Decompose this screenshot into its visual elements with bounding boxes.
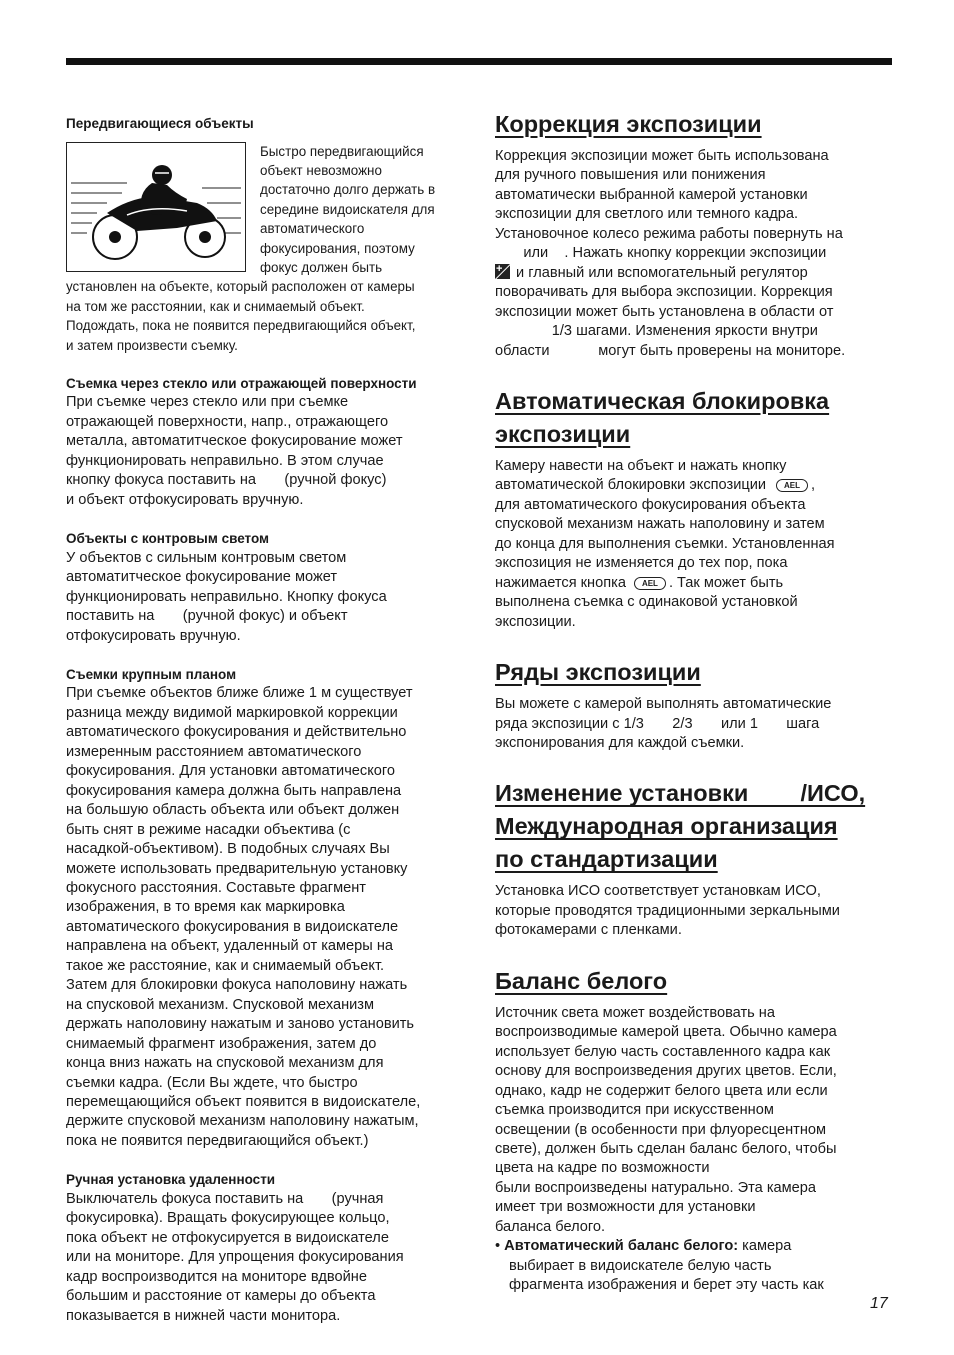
text-line: пока объект не отфокусируется в видоискателе: [66, 1229, 389, 1246]
heading-exposure-bracketing: Ряды экспозиции: [495, 659, 701, 686]
section-title-backlight: Объекты с контровым светом: [66, 531, 270, 547]
glass-text-line: металла, автоматитческое фокусирование может: [66, 433, 403, 450]
heading-line: по стандартизации: [495, 846, 718, 873]
text-line: можете использовать предварительную установку: [66, 860, 408, 877]
text-line: направлена на объект, удаленный от камеры на: [66, 938, 394, 955]
text-line: фокусировка). Вращать фокусирующее кольцо,: [66, 1210, 390, 1227]
text-line: разница между видимой маркировкой коррекции: [66, 704, 398, 721]
moving-text-line: объект невозможно: [260, 162, 382, 178]
bullet-auto-white-balance: • Автоматический баланс белого: камера: [495, 1238, 792, 1255]
bullet-label: Автоматический баланс белого:: [504, 1238, 739, 1255]
glass-text-line: При съемке через стекло или при съемке: [66, 394, 349, 411]
text-line: или . Нажать кнопку коррекции экспозиции: [495, 245, 827, 262]
exposure-compensation-icon: [495, 264, 510, 279]
text-line: Камеру навести на объект и нажать кнопку: [495, 457, 787, 474]
ael-button-icon: AEL: [634, 577, 666, 590]
text-line: до конца для выполнения съемки. Установленная: [495, 535, 835, 552]
top-rule: [66, 58, 892, 65]
text-line: области могут быть проверены на мониторе.: [495, 342, 846, 359]
text-line: Затем для блокировки фокуса наполовину нажать: [66, 977, 408, 994]
heading-line: экспозиции: [495, 420, 631, 447]
text-line: фотокамерами с пленками.: [495, 922, 682, 939]
heading-iso-setting: [495, 777, 891, 876]
glass-text-line: отражающей поверхности, напр., отражающего: [66, 413, 389, 430]
text-line: держите спусковой механизм наполовину нажатым,: [66, 1113, 419, 1130]
text-line: на большую область объекта или объект должен: [66, 802, 400, 819]
text-span: . Так может быть: [668, 574, 784, 591]
text-line: для ручного повышения или понижения: [495, 167, 766, 184]
text-line: спусковой механизм нажать наполовину и затем: [495, 516, 825, 533]
text-line: экспонирования для каждой съемки.: [495, 734, 745, 751]
heading-line: Изменение установки /ИСО,: [495, 780, 866, 807]
moving-text-line: фокус должен быть: [260, 259, 383, 275]
glass-text-line: и объект отфокусировать вручную.: [66, 491, 304, 508]
text-line: воспроизводимые камерой цвета. Обычно камера: [495, 1024, 837, 1041]
glass-text-line: кнопку фокуса поставить на (ручной фокус): [66, 472, 387, 489]
text-line: однако, кадр не содержит белого цвета или если: [495, 1082, 828, 1099]
text-line: выбирает в видоискателе белую часть: [509, 1257, 772, 1274]
text-line: измеренным расстоянием автоматического: [66, 743, 362, 760]
backlight-text-line: поставить на (ручной фокус) и объект: [66, 608, 348, 625]
heading-exposure-correction: Коррекция экспозиции: [495, 111, 762, 137]
text-line: использует белую часть составленного кадра как: [495, 1043, 831, 1060]
text-line: на спусковой механизм. Спусковой механизм: [66, 996, 375, 1013]
text-line: были воспроизведены натурально. Эта камера: [495, 1179, 817, 1196]
text-line: свете), должен быть сделан баланс белого, чтобы: [495, 1140, 837, 1157]
text-line: фрагмента изображения и берет эту часть как: [509, 1277, 824, 1294]
moving-text-line: Быстро передвигающийся: [260, 143, 424, 159]
backlight-text-line: автоматитческое фокусирование может: [66, 569, 338, 586]
text-line: При съемке объектов ближе ближе 1 м существует: [66, 685, 413, 702]
text-line: Выключатель фокуса поставить на (ручная: [66, 1190, 384, 1207]
text-line: перемещающийся объект появится в видоискателе,: [66, 1093, 421, 1110]
section-title-glass: Съемка через стекло или отражающей поверхности: [66, 375, 417, 391]
moving-text-line: на том же расстоянии, как и снимаемый объект.: [66, 298, 365, 314]
text-line: пока не появится передвигающийся объект.): [66, 1132, 369, 1149]
glass-text-line: функционировать неправильно. В этом случае: [66, 452, 384, 469]
heading-line: Автоматическая блокировка: [495, 387, 830, 414]
backlight-text-line: У объектов с сильным контровым светом: [66, 549, 347, 566]
section-title-manual-distance: Ручная установка удаленности: [66, 1172, 276, 1188]
text-line: [495, 264, 891, 283]
text-span: нажимается кнопка: [495, 574, 626, 591]
text-span: камера: [742, 1238, 792, 1255]
text-line: конца вниз нажать на спусковой механизм для: [66, 1055, 384, 1072]
text-line: Установка ИСО соответствует установкам ИСО,: [495, 883, 821, 900]
text-line: такое же расстояние, как и снимаемый объект.: [66, 957, 385, 974]
text-line: экспозиция не изменяется до тех пор, пока: [495, 555, 788, 572]
text-line: для автоматического фокусирования объекта: [495, 496, 806, 513]
heading-line: Международная организация: [495, 813, 838, 840]
text-line: Источник света может воздействовать на: [495, 1004, 775, 1021]
text-line: 1/3 шагами. Изменения яркости внутри: [495, 323, 818, 340]
section-title-closeup: Съемки крупным планом: [66, 666, 237, 682]
text-line: или на мониторе. Для упрощения фокусирования: [66, 1249, 404, 1266]
right-column: [495, 108, 891, 1296]
page-number: 17: [870, 1295, 888, 1312]
moving-text-line: Подождать, пока не появится передвигающийся объект,: [66, 318, 416, 334]
text-line: ряда экспозиции с 1/3 2/3 или 1 шага: [495, 715, 820, 732]
text-line: экспозиции для светлого или темного кадра.: [495, 206, 799, 223]
text-line: Вы можете с камерой выполнять автоматические: [495, 696, 832, 713]
left-column: [66, 114, 464, 1326]
heading-auto-exposure-lock: [495, 385, 891, 451]
text-line: фокусного расстояния. Составьте фрагмент: [66, 879, 366, 896]
motorcycle-rider-icon: [66, 142, 246, 272]
closeup-text: [66, 684, 464, 1151]
ael-button-icon: AEL: [776, 479, 808, 492]
text-line: поворачивать для выбора экспозиции. Коррекция: [495, 284, 833, 301]
text-line: изображения, в то время как маркировка: [66, 899, 345, 916]
text-line: снимаемый фрагмент изображения, затем до: [66, 1035, 377, 1052]
text-line: цвета на кадре по возможности: [495, 1160, 710, 1177]
text-line: экспозиции.: [495, 613, 576, 630]
moving-text-line: достаточно долго держать в: [260, 182, 436, 198]
text-line: быть снят в режиме насадки объектива (с: [66, 821, 351, 838]
exposure-bracketing-text: [495, 695, 891, 753]
text-line: кадр воспроизводится на мониторе вдвойне: [66, 1268, 367, 1285]
text-line: автоматического фокусирования и действительно: [66, 724, 407, 741]
text-line: большим и расстояние от камеры до объекта: [66, 1288, 376, 1305]
exposure-correction-text: [495, 147, 891, 361]
text-line: показывается в нижней части монитора.: [66, 1307, 341, 1324]
text-line: выполнена съемка с одинаковой установкой: [495, 594, 798, 611]
section-title-moving: Передвигающиеся объекты: [66, 116, 254, 131]
text-line: которые проводятся традиционными зеркальными: [495, 902, 840, 919]
text-line: баланса белого.: [495, 1218, 606, 1235]
iso-setting-text: [495, 882, 891, 940]
text-line: фокусирования. Для установки автоматического: [66, 763, 396, 780]
text-line: съемки кадра. (Если Вы ждете, что быстро: [66, 1074, 358, 1091]
text-line: насадкой-объективом). В подобных случаях Вы: [66, 841, 390, 858]
text-line: фокусирования камера должна быть направлена: [66, 782, 402, 799]
text-line: экспозиции может быть установлена в области от: [495, 303, 834, 320]
text-line: автоматически выбранной камерой установки: [495, 186, 808, 203]
moving-text-line: середине видоискателя для: [260, 201, 435, 217]
text-line: Коррекция экспозиции может быть использована: [495, 148, 829, 164]
moving-objects-block: [66, 142, 464, 278]
text-line: Установочное колесо режима работы повернуть на: [495, 225, 843, 242]
backlight-text-line: отфокусировать вручную.: [66, 627, 241, 644]
text-line: освещении (в особенности при флуоресцентном: [495, 1121, 827, 1138]
text-line: [495, 574, 891, 593]
moving-text-line: автоматического: [260, 221, 365, 237]
text-line: [495, 476, 891, 495]
text-span: и главный или вспомогательный регулятор: [516, 264, 808, 281]
text-line: имеет три возможности для установки: [495, 1199, 756, 1216]
text-span: автоматической блокировки экспозиции: [495, 477, 767, 494]
white-balance-text: [495, 1004, 891, 1237]
text-line: съемка производится при искусственном: [495, 1102, 774, 1119]
auto-exposure-lock-text: [495, 457, 891, 632]
heading-white-balance: Баланс белого: [495, 967, 668, 994]
text-line: держать наполовину нажатым и заново установить: [66, 1016, 415, 1033]
moving-text-line: фокусирования, поэтому: [260, 240, 415, 256]
text-span: ,: [811, 477, 816, 494]
moving-text-line: установлен на объекте, который расположен от камеры: [66, 279, 415, 295]
backlight-text-line: функционировать неправильно. Кнопку фокуса: [66, 588, 387, 605]
manual-distance-text: [66, 1190, 464, 1326]
text-line: автоматического фокусирования в видоискателе: [66, 918, 399, 935]
text-line: основу для воспроизведения других цветов. Если,: [495, 1063, 837, 1080]
moving-text-line: и затем произвести съемку.: [66, 337, 238, 353]
